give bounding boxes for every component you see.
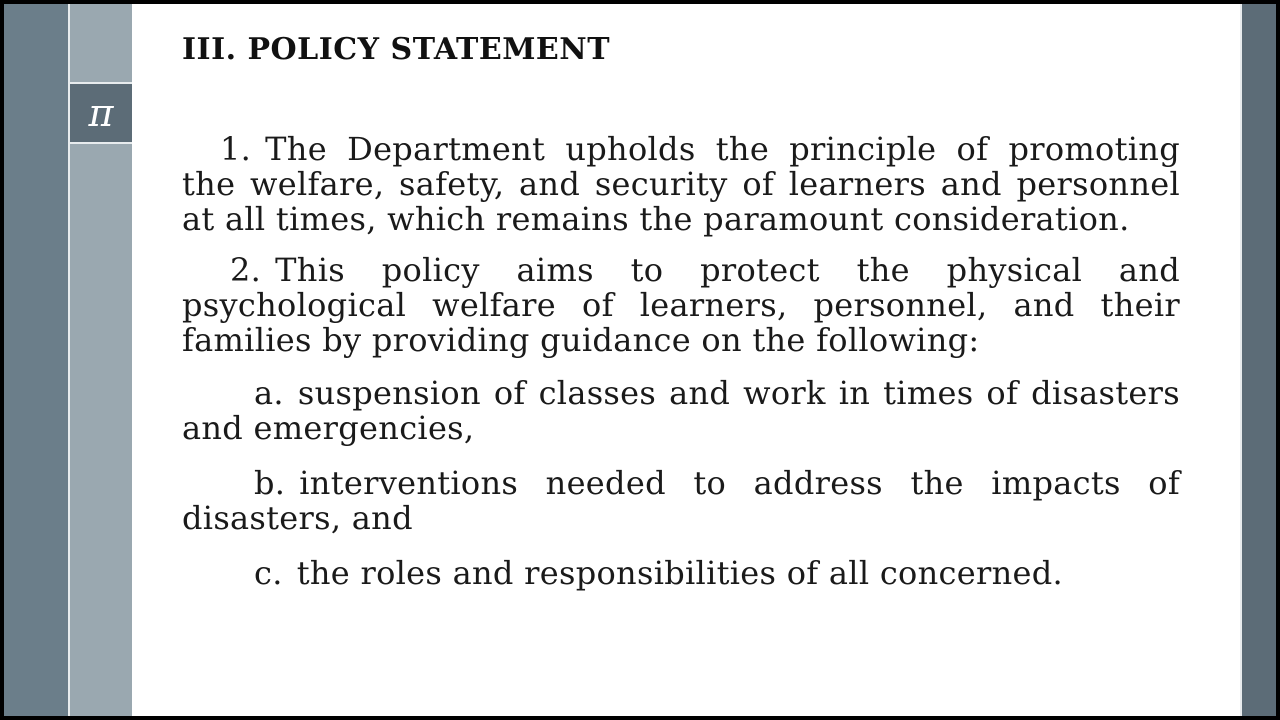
pi-icon-box xyxy=(70,82,132,144)
section-heading: III. POLICY STATEMENT xyxy=(182,32,611,67)
pi-icon: π xyxy=(88,91,114,135)
slide xyxy=(4,4,1276,716)
right-decorative-bar xyxy=(1242,4,1276,716)
sub-item-marker: b. xyxy=(254,464,286,502)
sub-item-b xyxy=(182,466,1180,536)
sub-item-text: suspension of classes and work in times of disasters and emergencies, xyxy=(182,374,1180,447)
sub-item-text: interventions needed to address the impacts of disasters, and xyxy=(182,464,1180,537)
left-decorative-bar xyxy=(4,4,68,716)
paragraph-text: The Department upholds the principle of promoting the welfare, safety, and security of learners and personnel at all times, which remains the paramount consideration. xyxy=(182,130,1180,238)
slide-content xyxy=(182,30,1180,591)
sub-item-c xyxy=(182,556,1180,591)
policy-paragraph-2 xyxy=(182,253,1180,358)
sub-item-marker: a. xyxy=(254,374,284,412)
paragraph-number: 1. xyxy=(220,130,252,168)
sub-item-text: the roles and responsibilities of all concerned. xyxy=(296,554,1063,592)
sub-item-marker: c. xyxy=(254,554,283,592)
paragraph-number: 2. xyxy=(230,251,262,289)
sub-item-a xyxy=(182,376,1180,446)
policy-paragraph-1 xyxy=(182,132,1180,237)
paragraph-text: This policy aims to protect the physical and psychological welfare of learners, personnel, and their families by providing guidance on the following: xyxy=(182,251,1180,359)
